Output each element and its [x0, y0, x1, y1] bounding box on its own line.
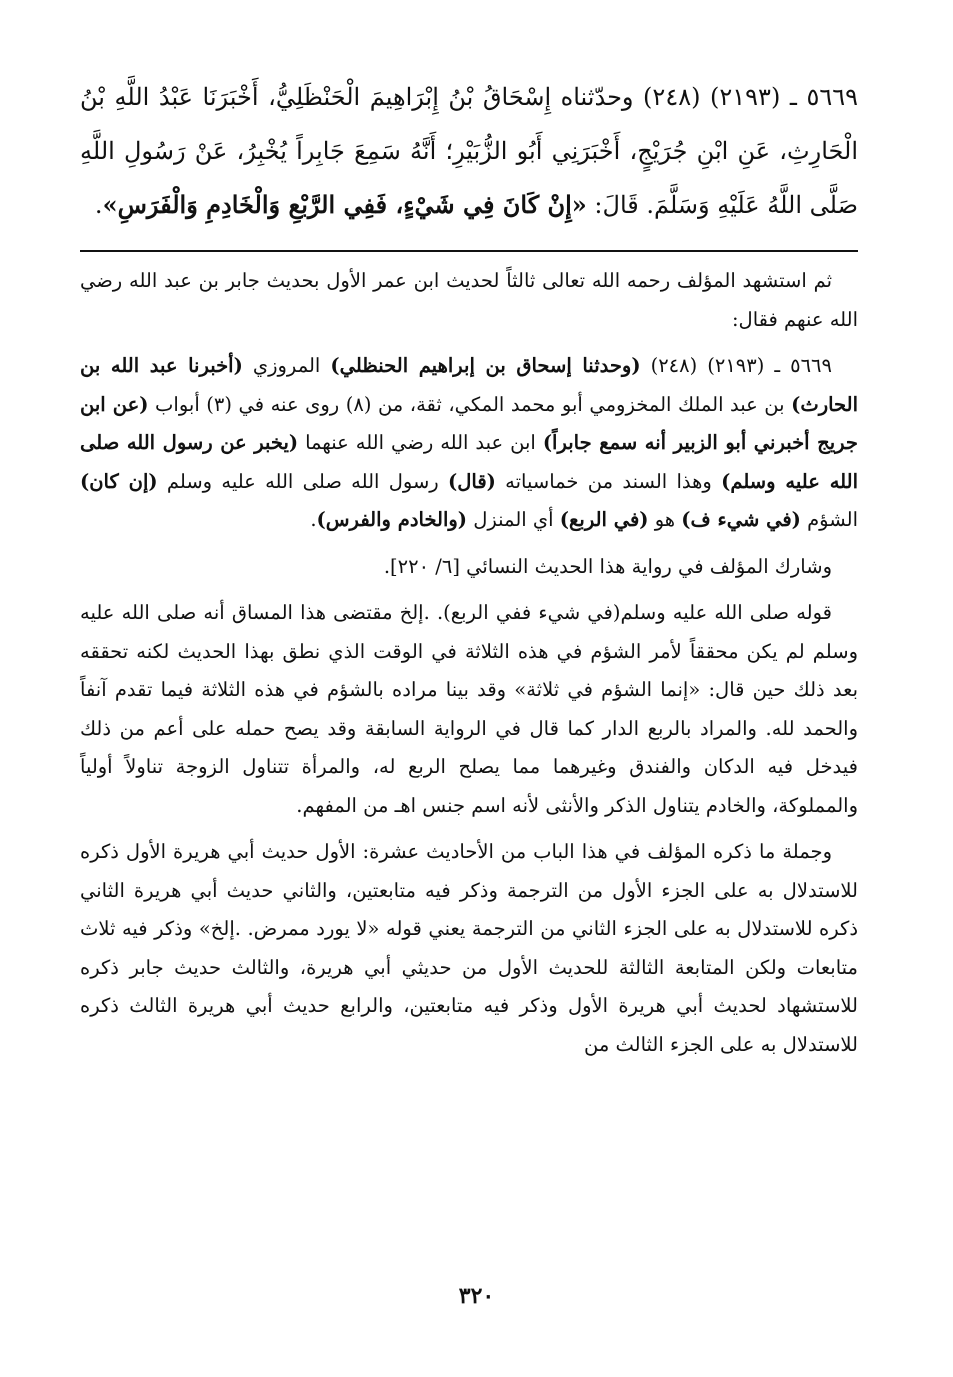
commentary-chain: [80, 347, 858, 540]
chain-text-9: أي المنزل: [467, 508, 560, 531]
chain-text-4: ابن عبد الله رضي الله عنهما: [298, 431, 543, 454]
separator-rule: [80, 250, 858, 252]
chain-bold-5: (قال): [448, 469, 496, 493]
chain-bold-8: (في الربع): [559, 508, 649, 531]
chain-bold-7: (في شيء ف): [681, 508, 801, 531]
commentary-nasai: وشارك المؤلف في رواية هذا الحديث النسائي [٦/ ٢٢٠].: [383, 554, 832, 578]
chain-text-5: وهذا السند من خماسياته: [495, 469, 722, 493]
hadith-end: .: [94, 191, 103, 219]
page-content: [80, 70, 858, 1064]
chain-bold-4: (يخبر عن رسول الله صلى الله عليه وسلم): [80, 431, 858, 493]
chain-text-3: بن عبد الملك المخزومي أبو محمد المكي، ثقة، من (٨) روى عنه في (٣) أبواب: [148, 392, 792, 416]
chain-text-7: الشؤم: [800, 508, 858, 531]
chain-bold-2: (أخبرنا عبد الله بن الحارث): [80, 354, 858, 416]
chain-bold-6: (إن كان): [80, 469, 158, 493]
commentary: [80, 262, 858, 1064]
chain-number: ٥٦٦٩ ـ (٢١٩٣) (٢٤٨): [640, 354, 833, 377]
chain-text-8: هو: [648, 508, 682, 531]
chain-text-6: رسول الله صلى الله عليه وسلم: [157, 469, 448, 493]
commentary-summary: وجملة ما ذكره المؤلف في هذا الباب من الأحاديث عشرة: الأول حديث أبي هريرة الأول ذكره للاستدلال به على الجزء الأول من الترجمة وذكر فيه متابعتين، والثاني حديث أبي هريرة الثاني ذكره للاستدلال به على الجزء الثاني من الترجمة يعني قوله «لا يورد ممرض. .إلخ» وذكر فيه ثلاث متابعات ولكن المتابعة الثالثة للحديث الأول من حديثي أبي هريرة، والثالث حديث جابر ذكره للاستشهاد لحديث أبي هريرة الأول وذكر فيه متابعتين، والرابع حديث أبي هريرة الثالث ذكره للاستدلال به على الجزء الثالث من: [80, 840, 858, 1056]
chain-bold-3: (عن ابن جريج أخبرني أبو الزبير أنه سمع جابراً): [80, 392, 858, 454]
chain-bold-9: (والخادم والفرس): [316, 508, 468, 531]
commentary-explanation: قوله صلى الله عليه وسلم(في شيء ففي الربع). .إلخ مقتضى هذا المساق أنه صلى الله عليه وسلم لم يكن محققاً لأمر الشؤم في هذه الثلاثة في الوقت الذي نطق بهذا الحديث لكنه تحققه بعد ذلك حين قال: «إنما الشؤم في ثلاثة» وقد بينا مراده بالشؤم في هذه الثلاثة فيما تقدم آنفاً والحمد لله. والمراد بالربع الدار كما قال في الرواية السابقة وقد يصح حمله على أعم من ذلك فيدخل فيه الدكان والفندق وغيرهما مما يصلح الربع له، والمرأة تتناول الزوجة تناولاً أولياً والمملوكة، والخادم يتناول الذكر والأنثى لأنه اسم جنس اهـ من المفهم.: [80, 601, 858, 817]
chain-text-10: .: [310, 508, 317, 531]
hadith-chain: ٥٦٦٩ ـ (٢١٩٣) (٢٤٨) وحدّثناه إِسْحَاقُ بْنُ إِبْرَاهِيمَ الْحَنْظَلِيُّ، أَخْبَرَنَا عَبْدُ اللَّهِ بْنُ الْحَارِثِ، عَنِ ابْنِ جُرَيْجٍ، أَخْبَرَنِي أَبُو الزُّبَيْرِ؛ أَنَّهُ سَمِعَ جَابِراً يُخْبِرُ، عَنْ رَسُولِ اللَّهِ صَلَّى اللَّهُ عَلَيْهِ وَسَلَّمَ. قَالَ:: [80, 83, 858, 219]
page-number: ٣٢٠: [458, 1283, 495, 1309]
hadith-quote: «إِنْ كَانَ فِي شَيْءٍ، فَفِي الرَّبْعِ وَالْخَادِمِ وَالْفَرَسِ»: [102, 190, 587, 219]
chain-text-2: المروزي: [242, 354, 331, 377]
chain-bold-1: (وحدثنا إسحاق بن إبراهيم الحنظلي): [330, 354, 641, 377]
hadith-text: [80, 70, 858, 232]
commentary-intro: ثم استشهد المؤلف رحمه الله تعالى ثالثاً لحديث ابن عمر الأول بحديث جابر بن عبد الله رضي الله عنهم فقال:: [80, 269, 858, 331]
